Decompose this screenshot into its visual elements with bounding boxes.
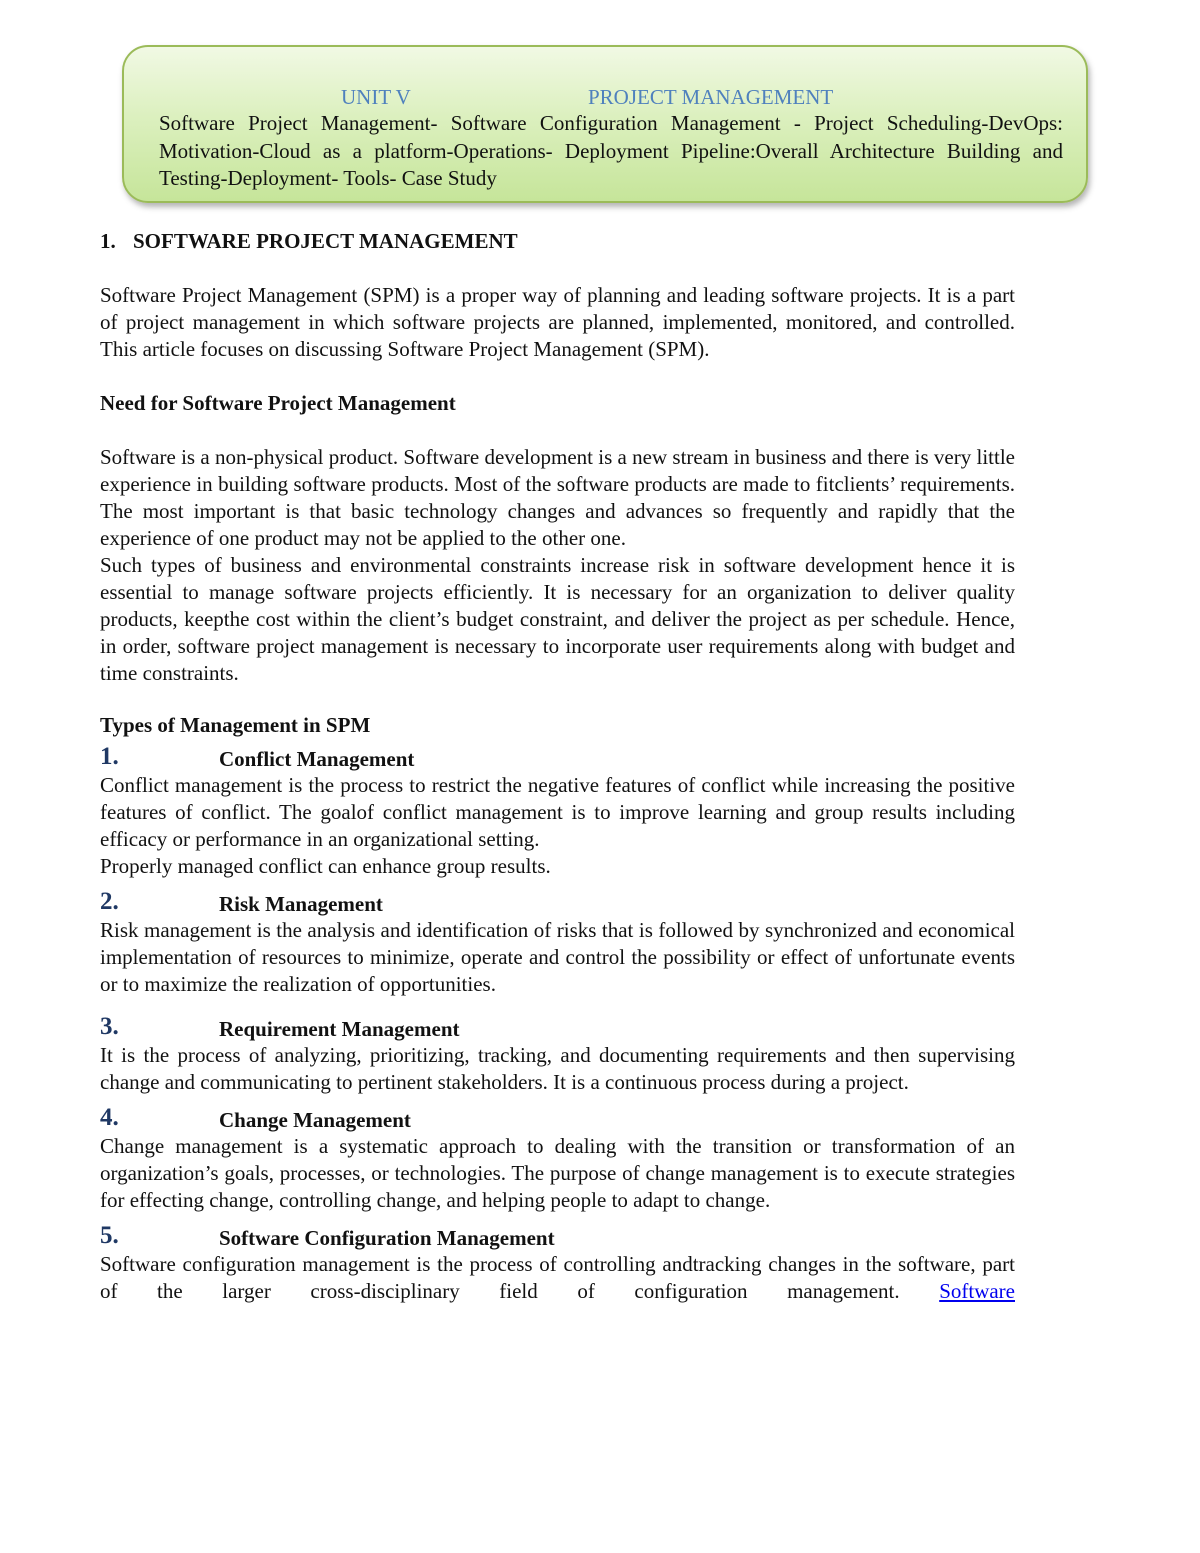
management-type-number: 5. bbox=[100, 1222, 119, 1249]
management-type-body: Change management is a systematic approach to dealing with the transition or transformation of an organization’s goals, processes, or technologies. The purpose of change management is to execute strategies for effecting change, controlling change, and helping people to adapt to change. bbox=[100, 1134, 1015, 1212]
management-type-title: Conflict Management bbox=[219, 747, 415, 771]
management-type-number: 4. bbox=[100, 1104, 119, 1131]
management-type-title: Requirement Management bbox=[219, 1017, 460, 1041]
management-type-body: Conflict management is the process to restrict the negative features of conflict while increasing the positive features of conflict. The goalof conflict management is to improve learning and group results including efficacy or performance in an organizational setting. bbox=[100, 773, 1015, 851]
management-type-heading bbox=[100, 1103, 1015, 1133]
document-body bbox=[100, 228, 1015, 1305]
software-link[interactable]: Software bbox=[939, 1279, 1015, 1303]
management-type-number: 3. bbox=[100, 1013, 119, 1040]
need-paragraph-2: Such types of business and environmental constraints increase risk in software development hence it is essential to manage software projects efficiently. It is necessary for an organization to deliver quality products, keepthe cost within the client’s budget constraint, and deliver the project as per schedule. Hence, in order, software project management is necessary to incorporate user requirements along with budget and time constraints. bbox=[100, 553, 1015, 685]
management-type-body: It is the process of analyzing, prioritizing, tracking, and documenting requirements and then supervising change and communicating to pertinent stakeholders. It is a continuous process during a project. bbox=[100, 1043, 1015, 1094]
section-heading bbox=[100, 228, 1015, 255]
management-type-title: Risk Management bbox=[219, 892, 383, 916]
types-heading: Types of Management in SPM bbox=[100, 713, 371, 737]
need-paragraph-1: Software is a non-physical product. Software development is a new stream in business and there is very little experience in building software products. Most of the software products are made to fitclients’ requirements. The most important is that basic technology changes and advances so frequently and rapidly that the experience of one product may not be applied to the other one. bbox=[100, 445, 1015, 550]
management-type-heading bbox=[100, 742, 1015, 772]
management-type-body-text: Software configuration management is the process of controlling andtracking changes in the software, part of the larger cross-disciplinary field of configuration management. bbox=[100, 1252, 1015, 1303]
management-type-body: Risk management is the analysis and identification of risks that is followed by synchronized and economical implementation of resources to minimize, operate and control the possibility or effect of unfortunate events or to maximize the realization of opportunities. bbox=[100, 918, 1015, 996]
unit-title: PROJECT MANAGEMENT bbox=[588, 85, 834, 109]
management-type-body bbox=[100, 1251, 1015, 1305]
management-type-title: Change Management bbox=[219, 1108, 411, 1132]
section-title: SOFTWARE PROJECT MANAGEMENT bbox=[133, 229, 518, 253]
management-type-heading bbox=[100, 1221, 1015, 1251]
unit-topics: Software Project Management- Software Configuration Management - Project Scheduling-DevOps: Motivation-Cloud as a platform-Operations- Deployment Pipeline:Overall Architecture Building and Testing-Deployment- Tools- Case Study bbox=[159, 111, 1063, 190]
management-type-title: Software Configuration Management bbox=[219, 1226, 555, 1250]
section-number: 1. bbox=[100, 229, 116, 253]
need-heading: Need for Software Project Management bbox=[100, 391, 456, 415]
unit-label: UNIT V bbox=[341, 85, 411, 109]
management-type-body: Properly managed conflict can enhance group results. bbox=[100, 854, 551, 878]
management-type-number: 2. bbox=[100, 888, 119, 915]
banner-title bbox=[0, 85, 1200, 111]
management-type-heading bbox=[100, 1012, 1015, 1042]
intro-paragraph: Software Project Management (SPM) is a proper way of planning and leading software projects. It is a part of project management in which software projects are planned, implemented, monitored, and controlled. This article focuses on discussing Software Project Management (SPM). bbox=[100, 283, 1015, 361]
management-type-heading bbox=[100, 887, 1015, 917]
management-type-number: 1. bbox=[100, 743, 119, 770]
